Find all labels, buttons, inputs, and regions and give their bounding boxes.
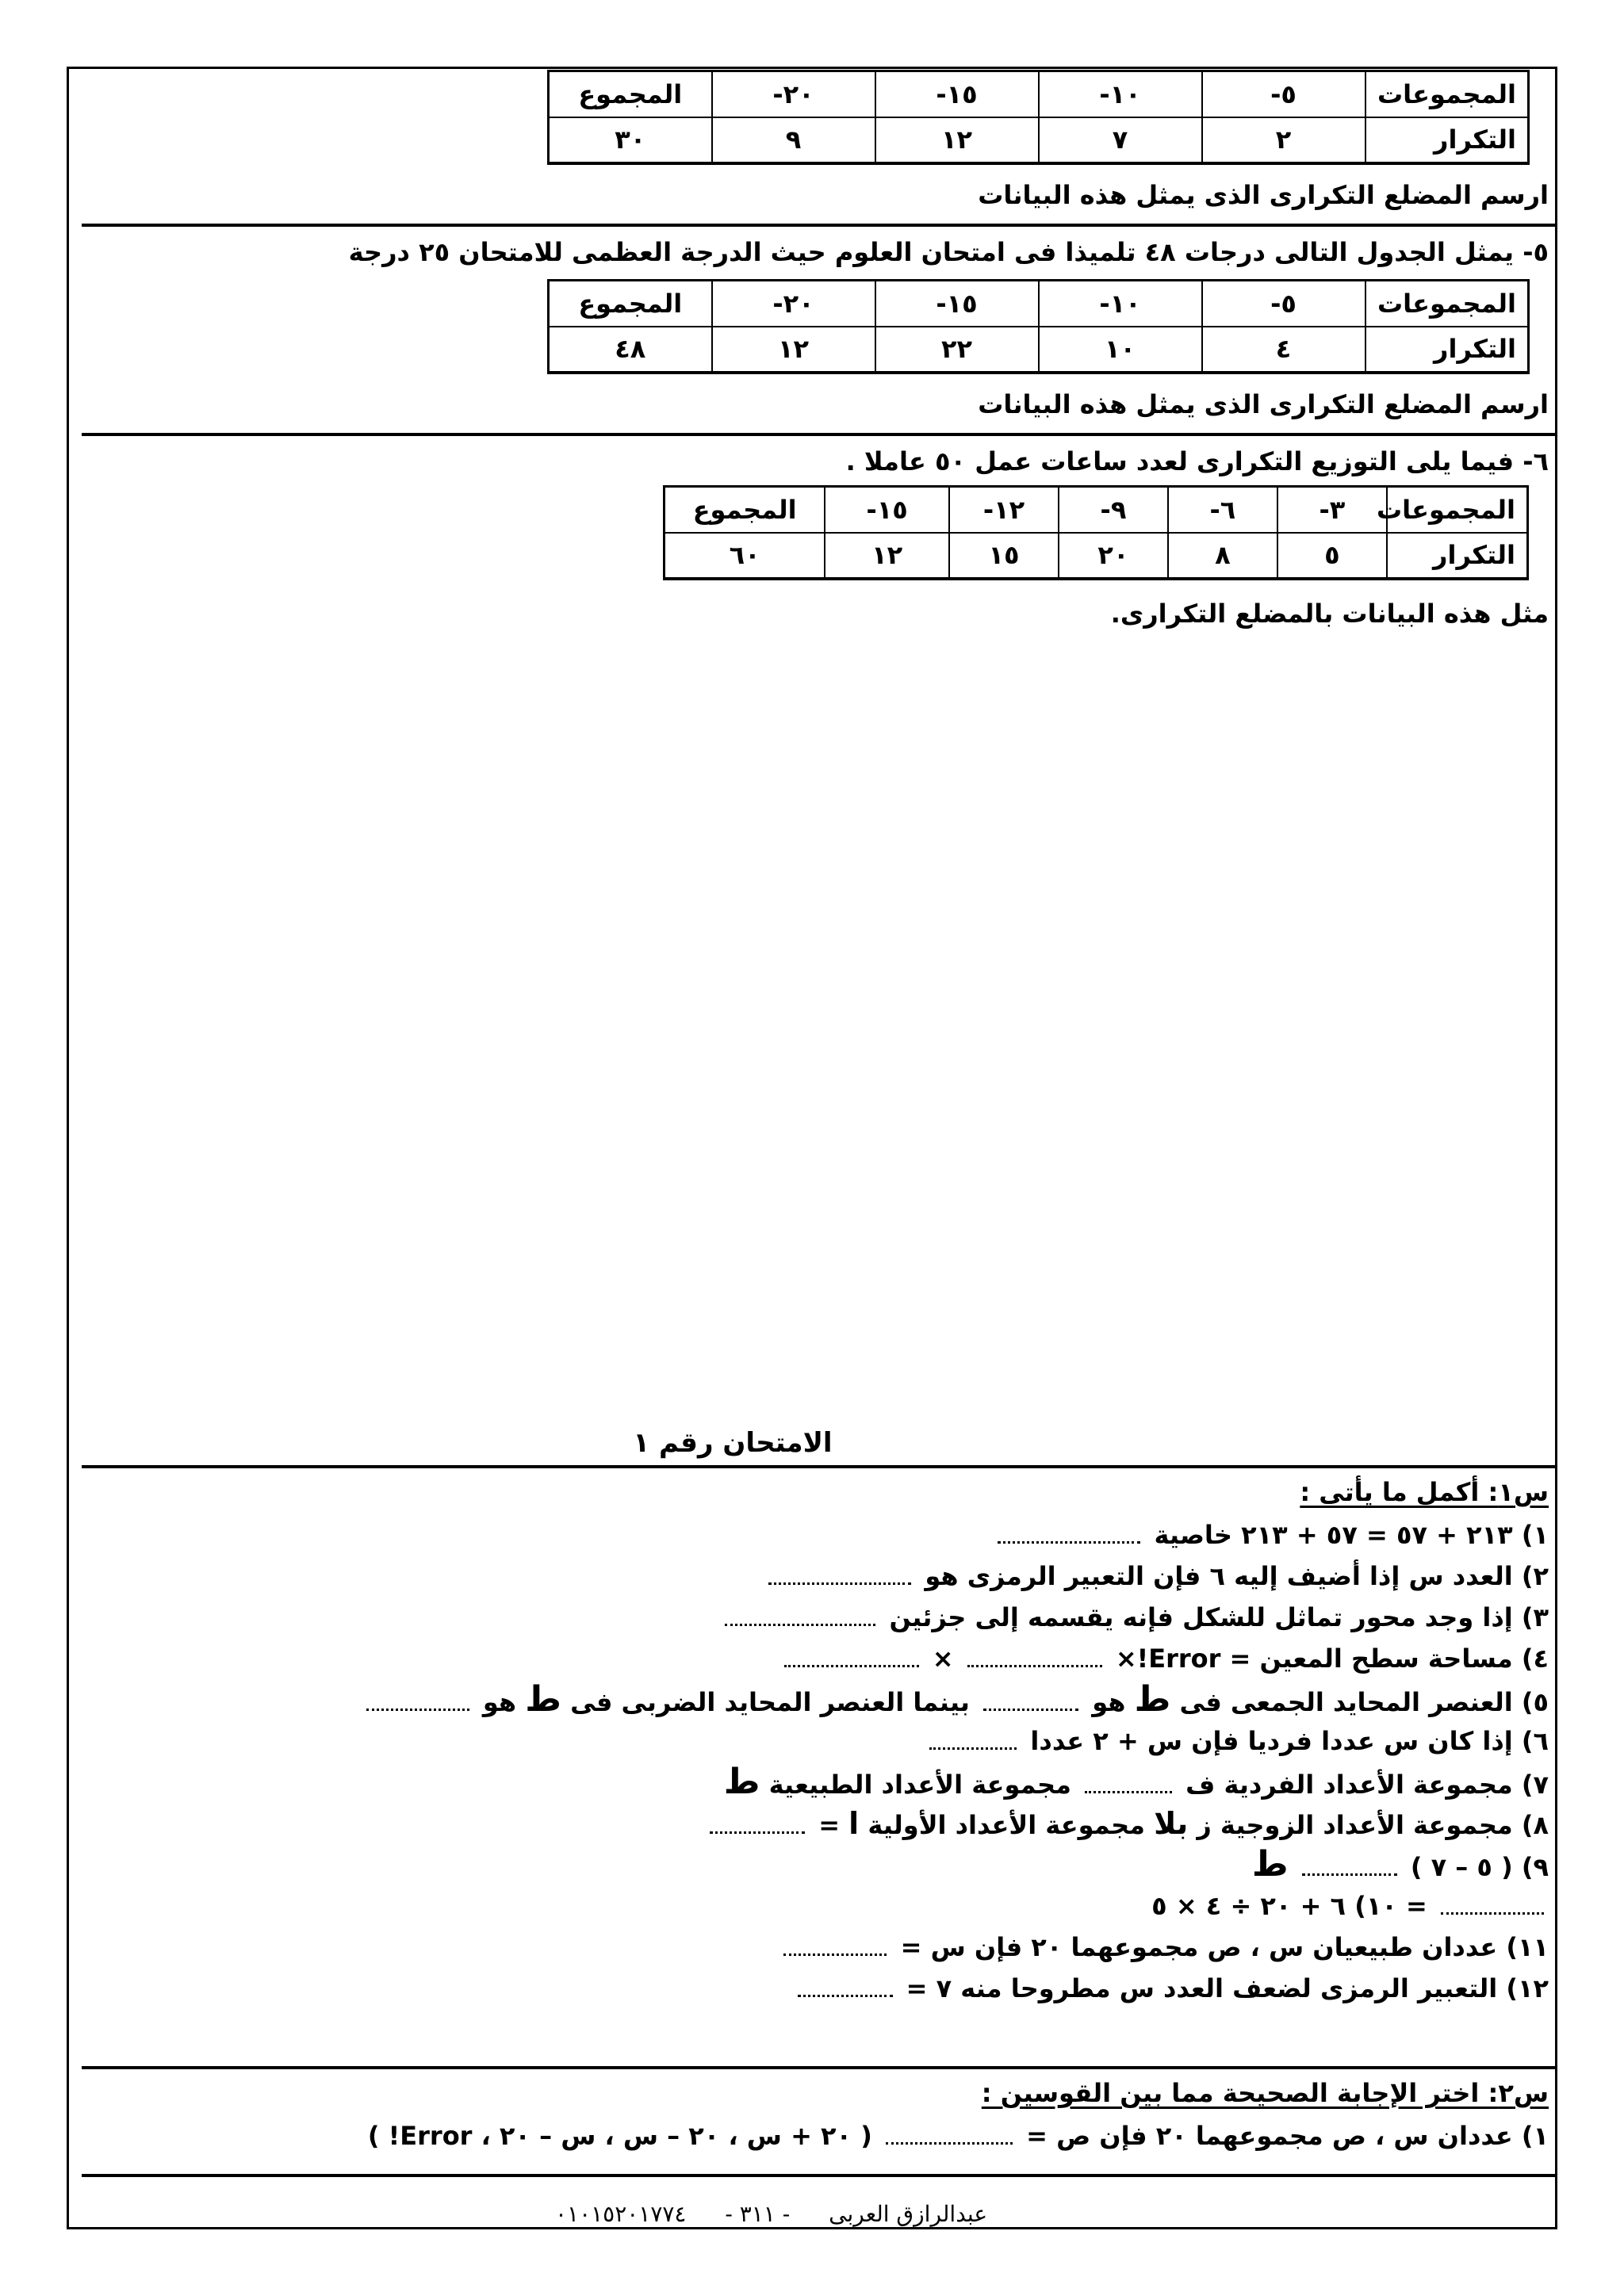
item-text: مجموعة الأعداد الأولية (868, 1810, 1145, 1840)
item-text: ١٢) التعبير الرمزى لضعف العدد س مطروحا منه ٧ = (906, 1973, 1549, 2003)
table-cell: المجموع (665, 487, 825, 533)
table-cell: ٢٠ (1059, 533, 1168, 579)
natural-numbers-symbol: ط (525, 1679, 561, 1720)
q1-item-3 (720, 1600, 1549, 1635)
q1-heading: س١: أكمل ما يأتى : (1300, 1477, 1549, 1507)
answer-blank[interactable] (784, 1663, 919, 1667)
author-name: عبدالرازق العربى (829, 2201, 988, 2227)
table-cell: ١٢ (825, 533, 949, 579)
page-footer (523, 2201, 987, 2227)
table-cell: ٩ (712, 117, 875, 163)
row-header: التكرار (1365, 327, 1529, 373)
divider (82, 433, 1555, 436)
multiply-sign: × (932, 1644, 954, 1674)
item-text: ٣) إذا وجد محور تماثل للشكل فإنه يقسمه إلى جزئين (889, 1602, 1549, 1632)
item-text: ١١) عددان طبيعيان س ، ص مجموعهما ٢٠ فإن س = (900, 1932, 1549, 1962)
phone-number: ٠١٠١٥٢٠١٧٧٤ (555, 2201, 687, 2227)
table-cell: ٢٢ (875, 327, 1039, 373)
q1-item-6 (925, 1724, 1549, 1758)
answer-blank[interactable] (886, 2140, 1013, 2145)
q1-item-10 (1151, 1888, 1549, 1923)
question-5-text: ٥- يمثل الجدول التالى درجات ٤٨ تلميذا فى امتحان العلوم حيث الدرجة العظمى للامتحان ٢٥ درجة (348, 237, 1549, 267)
table-row-groups (549, 281, 1529, 327)
q2-heading: س٢: اختر الإجابة الصحيحة مما بين القوسين : (981, 2078, 1549, 2108)
answer-blank[interactable] (725, 1621, 875, 1626)
table-cell: ١٥ (949, 533, 1059, 579)
exam-title: الامتحان رقم ١ (633, 1427, 833, 1459)
q1-item-11 (779, 1930, 1549, 1965)
table-cell: ١٢- (949, 487, 1059, 533)
table-cell: ٥- (1202, 71, 1365, 117)
q1-item-8 (705, 1806, 1549, 1843)
primes-symbol: ا (848, 1806, 860, 1841)
q1-item-4 (779, 1641, 1549, 1676)
q1-item-12 (793, 1971, 1549, 2006)
table-cell: المجموع (549, 71, 712, 117)
divider (82, 2174, 1555, 2177)
table-cell: ٦- (1168, 487, 1277, 533)
answer-blank[interactable] (967, 1663, 1102, 1667)
table-cell: ٥ (1277, 533, 1387, 579)
item-text: ١) عددان س ، ص مجموعهما ٢٠ فإن ص = (1026, 2121, 1549, 2151)
answer-blank[interactable] (983, 1706, 1078, 1711)
answer-options: ( ٢٠ + س ، ٢٠ – س ، س – ٢٠ ، Error! ) (367, 2121, 872, 2151)
table-cell: ٣- (1277, 487, 1387, 533)
table-row-frequencies (549, 117, 1529, 163)
item-text: ٧) مجموعة الأعداد الفردية ف (1185, 1770, 1549, 1800)
instruction-q6: مثل هذه البيانات بالمضلع التكرارى. (1110, 599, 1549, 629)
q1-item-1 (993, 1517, 1549, 1552)
row-header: التكرار (1387, 533, 1528, 579)
table-cell: ١٠ (1039, 327, 1202, 373)
answer-blank[interactable] (1441, 1910, 1544, 1915)
page-number: - ٣١١ - (725, 2201, 791, 2227)
answer-blank[interactable] (1302, 1871, 1397, 1876)
answer-blank[interactable] (783, 1951, 887, 1956)
divider (82, 1465, 1555, 1468)
row-header: التكرار (1365, 117, 1529, 163)
row-header: المجموعات (1365, 71, 1529, 117)
item-text: هو (482, 1687, 517, 1717)
divider (82, 2066, 1555, 2069)
table-cell: ١٢ (712, 327, 875, 373)
answer-blank[interactable] (998, 1539, 1140, 1544)
table-cell: ٤٨ (549, 327, 712, 373)
item-text: ١) ٢١٣ + ٥٧ = ٥٧ + ٢١٣ خاصية (1154, 1520, 1549, 1550)
q1-item-9 (1251, 1844, 1549, 1885)
answer-blank[interactable] (798, 1992, 893, 1997)
instruction-q5: ارسم المضلع التكرارى الذى يمثل هذه البيانات (978, 389, 1549, 419)
table-cell: ٢٠- (712, 71, 875, 117)
q1-item-7 (723, 1762, 1549, 1802)
natural-numbers-symbol: ط (1251, 1844, 1289, 1885)
item-text: ٥) العنصر المحايد الجمعى فى (1179, 1687, 1549, 1717)
row-header: المجموعات (1365, 281, 1529, 327)
table-cell: ٩- (1059, 487, 1168, 533)
answer-blank[interactable] (1085, 1789, 1172, 1793)
item-text: ٨) مجموعة الأعداد الزوجية ز (1197, 1810, 1549, 1840)
table-row-frequencies (549, 327, 1529, 373)
item-text: ٢) العدد س إذا أضيف إليه ٦ فإن التعبير الرمزى هو (925, 1561, 1549, 1591)
item-text: ٩) ( ٥ – ٧ ) (1410, 1852, 1549, 1882)
answer-blank[interactable] (768, 1580, 911, 1585)
row-header: المجموعات (1387, 487, 1528, 533)
item-text: هو (1092, 1687, 1126, 1717)
equals-sign: = (818, 1810, 840, 1840)
table-cell: ٦٠ (665, 533, 825, 579)
table-cell: ٢٠- (712, 281, 875, 327)
table-cell: ٥- (1202, 281, 1365, 327)
answer-blank[interactable] (366, 1706, 469, 1711)
natural-numbers-symbol: ط (1134, 1679, 1171, 1720)
instruction-q4: ارسم المضلع التكرارى الذى يمثل هذه البيانات (978, 180, 1549, 210)
item-text: ٦) إذا كان س عددا فرديا فإن س + ٢ عددا (1030, 1726, 1549, 1756)
q1-item-5 (362, 1679, 1549, 1720)
table-cell: ١٥- (825, 487, 949, 533)
item-text: ١٠) ٦ + ٢٠ ÷ ٤ × ٥ = (1151, 1891, 1427, 1921)
table-cell: المجموع (549, 281, 712, 327)
table-cell: ١٢ (875, 117, 1039, 163)
table-cell: ٧ (1039, 117, 1202, 163)
table-cell: ١٠- (1039, 71, 1202, 117)
table-cell: ٢ (1202, 117, 1365, 163)
answer-blank[interactable] (710, 1829, 805, 1834)
table-row-groups (665, 487, 1528, 533)
table-row-groups (549, 71, 1529, 117)
natural-numbers-symbol: ط (723, 1762, 760, 1802)
table-cell: ١٥- (875, 71, 1039, 117)
q2-item-1 (368, 2118, 1549, 2153)
frequency-table-q4 (547, 70, 1530, 165)
divider (82, 224, 1555, 227)
table-cell: ١٠- (1039, 281, 1202, 327)
q1-item-2 (764, 1559, 1549, 1594)
frequency-table-q6 (663, 485, 1529, 580)
table-row-frequencies (665, 533, 1528, 579)
answer-blank[interactable] (929, 1745, 1017, 1750)
item-text: مجموعة الأعداد الطبيعية (768, 1770, 1071, 1800)
frequency-table-q5 (547, 279, 1530, 374)
table-cell: ٤ (1202, 327, 1365, 373)
item-text: ٤) مساحة سطح المعين = Error!× (1115, 1644, 1549, 1674)
table-cell: ١٥- (875, 281, 1039, 327)
table-cell: ٨ (1168, 533, 1277, 579)
item-text: بينما العنصر المحايد الضربى فى (570, 1687, 970, 1717)
set-difference-word: بلا (1154, 1806, 1189, 1841)
table-cell: ٣٠ (549, 117, 712, 163)
question-6-text: ٦- فيما يلى التوزيع التكرارى لعدد ساعات عمل ٥٠ عاملا . (845, 446, 1549, 476)
